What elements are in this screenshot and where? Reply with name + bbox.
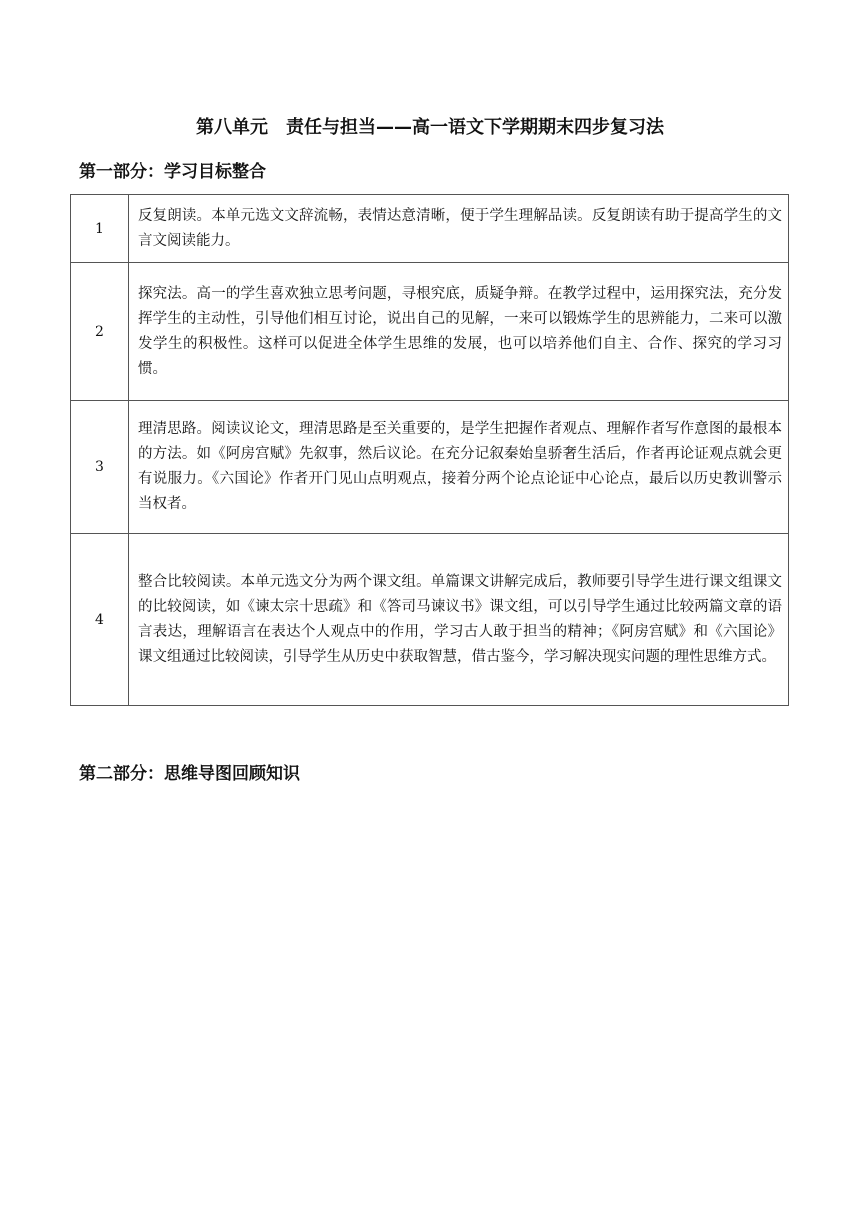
section-heading-mind-map: 第二部分：思维导图回顾知识 (79, 764, 300, 784)
table-row (71, 263, 789, 401)
row-number: 4 (71, 534, 129, 706)
row-number: 3 (71, 401, 129, 534)
row-text: 探究法。高一的学生喜欢独立思考问题，寻根究底，质疑争辩。在教学过程中，运用探究法，充分发挥学生的主动性，引导他们相互讨论，说出自己的见解，一来可以锻炼学生的思辨能力，二来可以激发学生的积极性。这样可以促进全体学生思维的发展，也可以培养他们自主、合作、探究的学习习惯。 (129, 263, 789, 401)
table-row (71, 195, 789, 263)
row-text: 理清思路。阅读议论文，理清思路是至关重要的，是学生把握作者观点、理解作者写作意图的最根本的方法。如《阿房宫赋》先叙事，然后议论。在充分记叙秦始皇骄奢生活后，作者再论证观点就会更有说服力。《六国论》作者开门见山点明观点，接着分两个论点论证中心论点，最后以历史教训警示当权者。 (129, 401, 789, 534)
row-text: 整合比较阅读。本单元选文分为两个课文组。单篇课文讲解完成后，教师要引导学生进行课文组课文的比较阅读，如《谏太宗十思疏》和《答司马谏议书》课文组，可以引导学生通过比较两篇文章的语言表达，理解语言在表达个人观点中的作用，学习古人敢于担当的精神；《阿房宫赋》和《六国论》课文组通过比较阅读，引导学生从历史中获取智慧，借古鉴今，学习解决现实问题的理性思维方式。 (129, 534, 789, 706)
table-row (71, 401, 789, 534)
row-text: 反复朗读。本单元选文文辞流畅，表情达意清晰，便于学生理解品读。反复朗读有助于提高学生的文言文阅读能力。 (129, 195, 789, 263)
row-number: 2 (71, 263, 129, 401)
table-row (71, 534, 789, 706)
learning-goals-table (70, 194, 789, 706)
page-title: 第八单元 责任与担当——高一语文下学期期末四步复习法 (196, 117, 664, 138)
row-number: 1 (71, 195, 129, 263)
section-heading-learning-goals: 第一部分：学习目标整合 (79, 162, 266, 182)
